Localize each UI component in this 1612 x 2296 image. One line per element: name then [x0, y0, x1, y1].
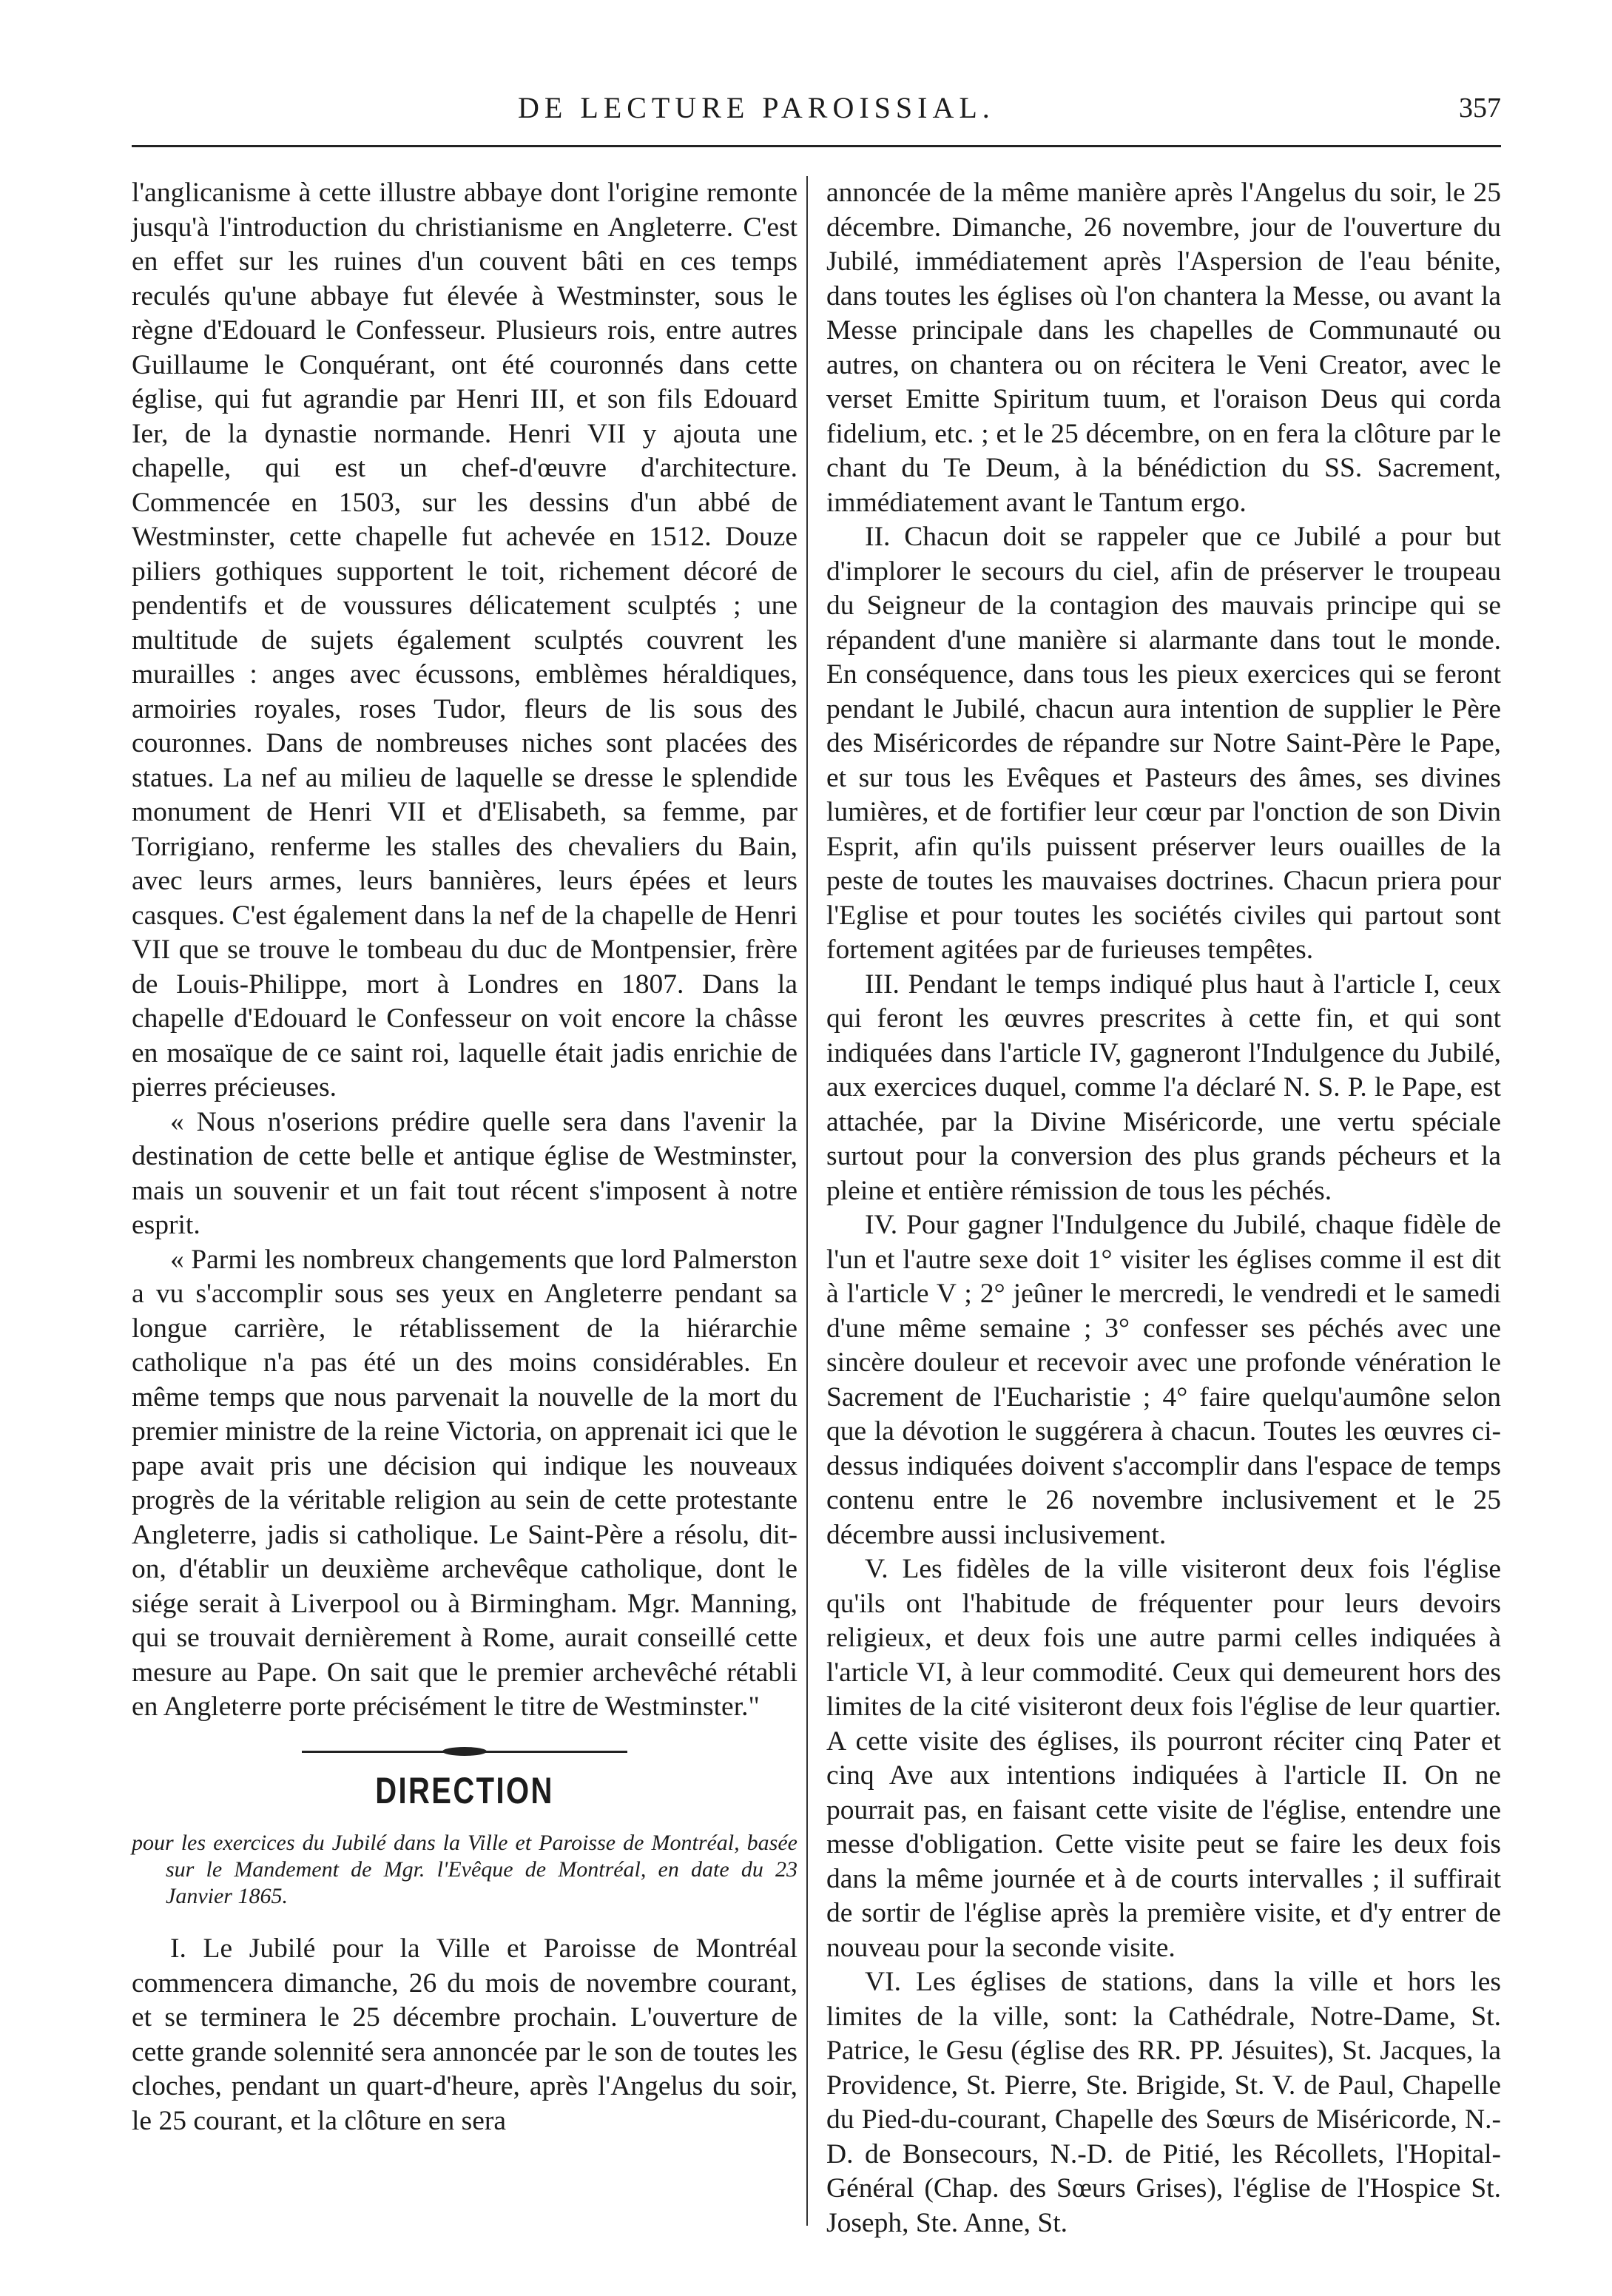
article-1-continued: annoncée de la même manière après l'Angelus du soir, le 25 décembre. Dimanche, 26 novembre, jour de l'ouverture du Jubilé, immédiatement après l'Aspersion de l'eau bénite, dans toutes les églises où l'on chantera la Messe, ou avant la Messe principale dans les chapelles de Communauté ou autres, on chantera ou on récitera le Veni Creator, avec le verset Emitte Spiritum tuum, et l'oraison Deus qui corda fidelium, etc. ; et le 25 décembre, on en fera la clôture par le chant du Te Deum, à la bénédiction du SS. Sacrement, immédiatement avant le Tantum ergo. — [826, 178, 1501, 518]
paragraph-anglicanisme: l'anglicanisme à cette illustre abbaye dont l'origine remonte jusqu'à l'introduction du christianisme en Angleterre. C'est en effet sur les ruines d'un couvent bâti en ces temps reculés qu'une abbaye fut élevée à Westminster, sous le règne d'Edouard le Confesseur. Plusieurs rois, entre autres Guillaume le Conquérant, ont été couronnés dans cette église, qui fut agrandie par Henri III, et son fils Edouard Ier, de la dynastie normande. Henri VII y ajouta une chapelle, qui est un chef-d'œuvre d'architecture. Commencée en 1503, sur les dessins d'un abbé de Westminster, cette chapelle fut achevée en 1512. Douze piliers gothiques supportent le toit, richement décoré de pendentifs et de voussures délicatement sculptés ; une multitude de sujets également sculptés couvrent les murailles : anges avec écussons, emblèmes héraldiques, armoiries royales, roses Tudor, fleurs de lis sous des couronnes. Dans de nombreuses niches sont placées des statues. La nef au milieu de laquelle se dresse le splendide monument de Henri VII et d'Elisabeth, sa femme, par Torrigiano, renferme les stalles des chevaliers du Bain, avec leurs armes, leurs bannières, leurs épées et leurs casques. C'est également dans la nef de la chapelle de Henri VII que se trouve le tombeau du duc de Montpensier, frère de Louis-Philippe, mort à Londres en 1807. Dans la chapelle d'Edouard le Confesseur on voit encore la châsse en mosaïque de ce saint roi, laquelle était jadis enrichie de pierres précieuses. — [132, 178, 797, 1102]
right-column — [826, 176, 1501, 2241]
section-title: DIRECTION — [375, 1769, 554, 1811]
paragraph-westminster-destination: « Nous n'oserions prédire quelle sera dans l'avenir la destination de cette belle et antique église de Westminster, mais un souvenir et un fait tout récent s'imposent à notre esprit. — [132, 1106, 797, 1240]
left-column — [132, 176, 797, 2138]
column-divider — [806, 176, 808, 2226]
paragraph-palmerston: « Parmi les nombreux changements que lord Palmerston a vu s'accomplir sous ses yeux en Angleterre pendant sa longue carrière, le rétablissement de la hiérarchie catholique n'a pas été un des moins considérables. En même temps que nous parvenait la nouvelle de la mort du premier ministre de la reine Victoria, on apprenait ici que le pape avait pris une décision qui indique les nouveaux progrès de la véritable religion au sein de cette protestante Angleterre, jadis si catholique. Le Saint-Père a résolu, dit-on, d'établir un deuxième archevêque catholique, dont le siége serait à Liverpool ou à Birmingham. Mgr. Manning, qui se trouvait dernièrement à Rome, aurait conseillé cette mesure au Pape. On sait que le premier archevêché rétabli en Angleterre porte précisément le titre de Westminster." — [132, 1244, 797, 1722]
article-6: VI. Les églises de stations, dans la ville et hors les limites de la ville, sont: la Cathédrale, Notre-Dame, St. Patrice, le Gesu (église des RR. PP. Jésuites), St. Jacques, la Providence, St. Pierre, Ste. Brigide, St. V. de Paul, Chapelle du Pied-du-courant, Chapelle des Sœurs de Miséricorde, N.-D. de Bonsecours, N.-D. de Pitié, les Récollets, l'Hopital-Général (Chap. des Sœurs Grises), l'église de l'Hospice St. Joseph, Ste. Anne, St. — [826, 1967, 1501, 2238]
page-number: 357 — [1459, 92, 1501, 124]
section-separator — [132, 1737, 797, 1766]
article-2: II. Chacun doit se rappeler que ce Jubilé a pour but d'implorer le secours du ciel, afin de préserver le troupeau du Seigneur de la contagion des mauvais principe qui se répandent d'une manière si alarmante dans tout le monde. En conséquence, dans tous les pieux exercices qui se feront pendant le Jubilé, chacun aura intention de supplier le Père des Miséricordes de répandre sur Notre Saint-Père le Pape, et sur tous les Evêques et Pasteurs des âmes, ses divines lumières, et de fortifier leur cœur par l'onction de son Divin Esprit, afin qu'ils puissent préserver leurs ouailles de la peste de toutes les mauvaises doctrines. Chacun priera pour l'Eglise et pour toutes les sociétés civiles qui partout sont fortement agitées par de furieuses tempêtes. — [826, 522, 1501, 965]
article-5: V. Les fidèles de la ville visiteront deux fois l'église qu'ils ont l'habitude de fréquenter pour leurs devoirs religieux, et deux fois une autre parmi celles indiquées à l'article VI, à leur commodité. Ceux qui demeurent hors des limites de la cité visiteront deux fois l'église de leur quartier. A cette visite des églises, ils pourront réciter cinq Pater et cinq Ave aux intentions indiquées à l'article II. On ne pourrait pas, en faisant cette visite de l'église, entendre une messe d'obligation. Cette visite peut se faire les deux fois dans la même journée et à de courts intervalles ; il suffirait de sortir de l'église après la première visite, et d'y entrer de nouveau pour la seconde visite. — [826, 1554, 1501, 1963]
header-rule — [132, 145, 1501, 147]
article-4: IV. Pour gagner l'Indulgence du Jubilé, chaque fidèle de l'un et l'autre sexe doit 1° visiter les églises comme il est dit à l'article V ; 2° jeûner le mercredi, le vendredi et le samedi d'une même semaine ; 3° confesser ses péchés avec une sincère douleur et recevoir avec une profonde vénération le Sacrement de l'Eucharistie ; 4° faire quelqu'aumône selon que la dévotion le suggérera à chacun. Toutes les œuvres ci-dessus indiquées doivent s'accomplir dans l'espace de temps contenu entre le 26 novembre inclusivement et le 25 décembre aussi inclusivement. — [826, 1210, 1501, 1550]
section-subtitle: pour les exercices du Jubilé dans la Ville et Paroisse de Montréal, basée sur le Mandement de Mgr. l'Evêque de Montréal, en date du 23 Janvier 1865. — [132, 1831, 797, 1908]
article-3: III. Pendant le temps indiqué plus haut à l'article I, ceux qui feront les œuvres prescrites à cette fin, et qui sont indiquées dans l'article IV, gagneront l'Indulgence du Jubilé, aux exercices duquel, comme l'a déclaré N. S. P. le Pape, est attachée, par la Divine Miséricorde, une vertu spéciale surtout pour la conversion des plus grands pécheurs et la pleine et entière rémission de tous les péchés. — [826, 969, 1501, 1206]
running-title: DE LECTURE PAROISSIAL. — [518, 91, 995, 124]
article-1: I. Le Jubilé pour la Ville et Paroisse de Montréal commencera dimanche, 26 du mois de novembre courant, et se terminera le 25 décembre prochain. L'ouverture de cette grande solennité sera annoncée par le son de toutes les cloches, pendant un quart-d'heure, après l'Angelus du soir, le 25 courant, et la clôture en sera — [132, 1933, 797, 2136]
